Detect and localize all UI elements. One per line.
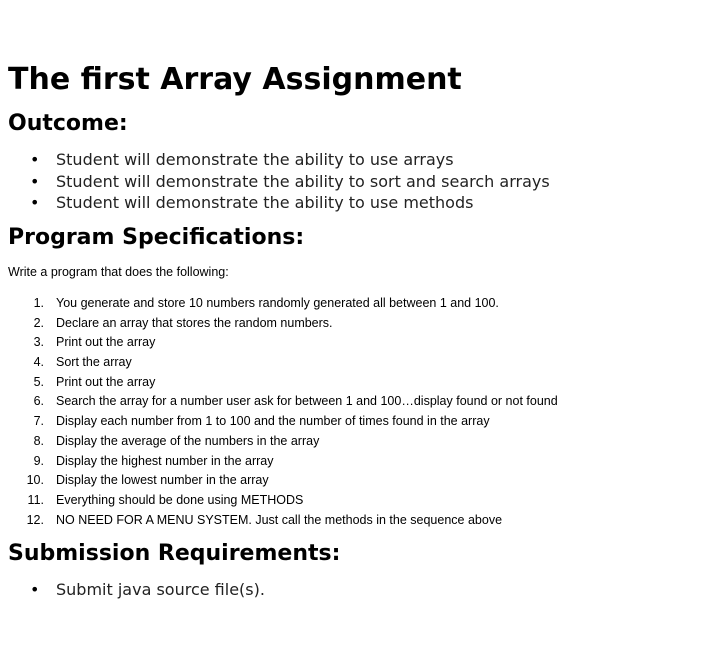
program-specifications-heading: Program Specifications:	[8, 225, 305, 250]
step-number: 12.	[26, 512, 44, 527]
submission-requirements-heading: Submission Requirements:	[8, 541, 341, 566]
step-text: Display the highest number in the array	[56, 453, 274, 468]
list-item: • Submit java source file(s).	[8, 579, 265, 601]
list-item: • Student will demonstrate the ability to use methods	[8, 192, 550, 214]
list-item	[8, 353, 558, 373]
list-item	[8, 373, 558, 393]
specs-intro: Write a program that does the following:	[8, 265, 229, 279]
step-text: You generate and store 10 numbers randomly generated all between 1 and 100.	[56, 296, 499, 310]
list-item	[8, 412, 558, 432]
step-text: Print out the array	[56, 374, 156, 389]
step-number: 10.	[26, 473, 44, 488]
list-item	[8, 314, 558, 334]
list-item	[8, 511, 558, 531]
list-item	[8, 452, 558, 472]
step-number: 1.	[33, 296, 44, 310]
step-number: 5.	[33, 374, 44, 389]
list-item	[8, 471, 558, 491]
step-number: 4.	[33, 355, 44, 370]
step-text: Declare an array that stores the random numbers.	[56, 315, 333, 330]
list-item: • Student will demonstrate the ability to use arrays	[8, 149, 550, 171]
list-item: • Student will demonstrate the ability to sort and search arrays	[8, 171, 550, 193]
step-text: Display each number from 1 to 100 and the number of times found in the array	[56, 414, 490, 429]
list-item	[8, 432, 558, 452]
step-number: 3.	[33, 335, 44, 350]
list-item	[8, 294, 558, 314]
list-item	[8, 333, 558, 353]
step-text: Display the lowest number in the array	[56, 473, 269, 488]
list-item	[8, 392, 558, 412]
step-text: Print out the array	[56, 335, 156, 350]
step-text: NO NEED FOR A MENU SYSTEM. Just call the methods in the sequence above	[56, 512, 503, 527]
step-number: 11.	[27, 492, 44, 507]
steps-list	[8, 294, 558, 530]
step-text: Everything should be done using METHODS	[56, 492, 304, 507]
step-number: 9.	[33, 453, 44, 468]
list-item	[8, 491, 558, 511]
step-number: 7.	[33, 414, 44, 429]
page-title: The first Array Assignment	[8, 62, 462, 97]
outcome-list	[8, 149, 550, 214]
outcome-heading: Outcome:	[8, 111, 128, 136]
step-text: Search the array for a number user ask for between 1 and 100…display found or not found	[56, 394, 558, 409]
submission-list	[8, 579, 265, 601]
step-number: 2.	[33, 315, 44, 330]
step-text: Display the average of the numbers in the array	[56, 433, 320, 448]
step-text: Sort the array	[56, 355, 132, 370]
step-number: 8.	[33, 433, 44, 448]
step-number: 6.	[33, 394, 44, 409]
